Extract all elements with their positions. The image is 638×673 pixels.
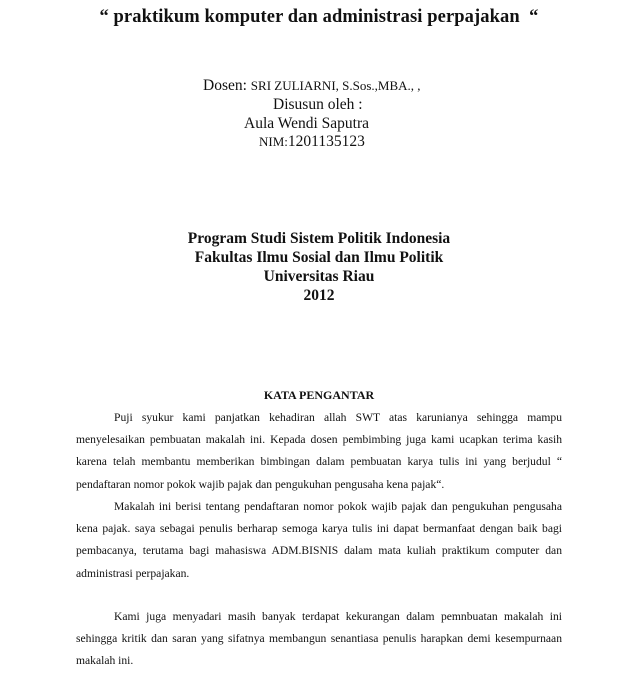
student-id-label: NIM: [259,134,288,149]
document-title: “ praktikum komputer dan administrasi perpajakan “ [99,7,539,27]
lecturer-label: Dosen: [203,77,251,94]
preface-paragraph-2-container [76,496,562,585]
preface-paragraph-3-container [76,606,562,673]
faculty-name: Fakultas Ilmu Sosial dan Ilmu Politik [194,249,444,266]
preface-heading: KATA PENGANTAR [263,388,375,402]
student-name: Aula Wendi Saputra [244,115,370,132]
lecturer-line [203,77,421,95]
preface-paragraph: Makalah ini berisi tentang pendaftaran nomor pokok wajib pajak dan pengukuhan pengusaha kena pajak. saya sebagai penulis berharap semoga karya tulis ini dapat bermanfaat dengan baik bagi pembacanya, terutama bagi mahasiswa ADM.BISNIS dalam mata kuliah praktikum computer dan administrasi perpajakan. [76,500,562,580]
preface-paragraph-1-container [76,407,562,496]
lecturer-name: SRI ZULIARNI, S.Sos.,MBA., , [250,78,421,93]
preface-paragraph: Kami juga menyadari masih banyak terdapat kekurangan dalam pemnbuatan makalah ini sehingga kritik dan saran yang sifatnya membangun senantiasa penulis harapkan demi kesempurnaan makalah ini. [76,610,562,668]
study-program: Program Studi Sistem Politik Indonesia [187,230,451,247]
compiled-by-label: Disusun oleh : [273,96,363,113]
student-id-value: 1201135123 [287,133,365,150]
student-id-line [259,133,365,151]
university-name: Universitas Riau [263,268,375,285]
preface-paragraph: Puji syukur kami panjatkan kehadiran allah SWT atas karunianya sehingga mampu menyelesaikan pembuatan makalah ini. Kepada dosen pembimbing juga kami ucapkan terima kasih karena telah membantu memberikan bimbingan dalam pembuatan karya tulis ini yang berjudul “ pendaftaran nomor pokok wajib pajak dan pengukuhan pengusaha kena pajak“. [76,411,562,491]
document-year: 2012 [303,287,335,304]
